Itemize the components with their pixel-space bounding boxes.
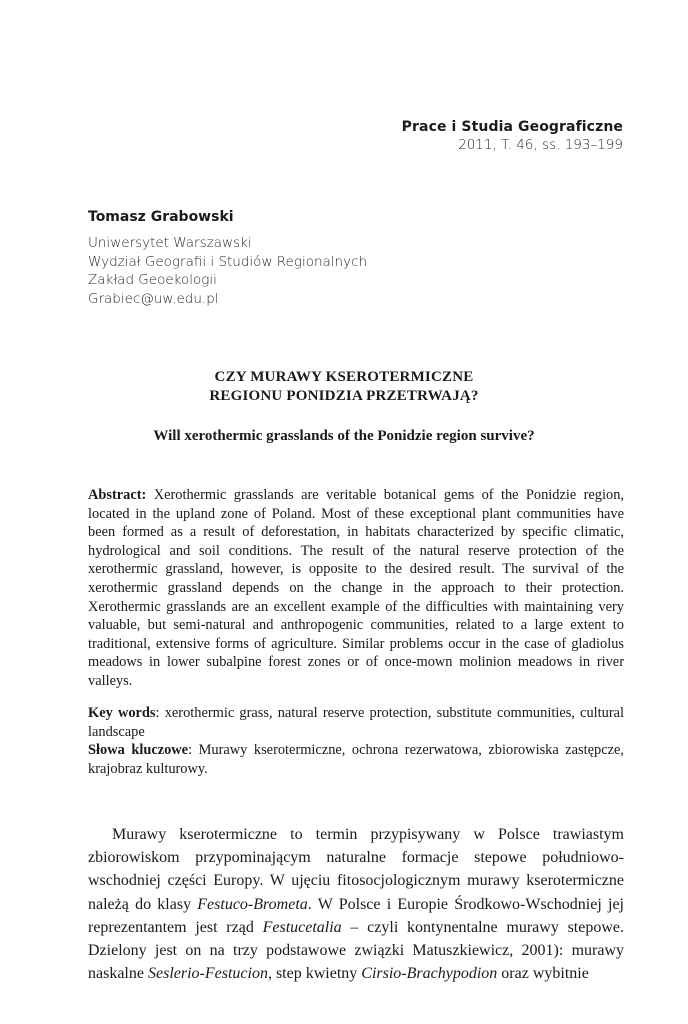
abstract-label: Abstract: xyxy=(88,487,147,503)
body-paragraph xyxy=(88,823,624,985)
body-text-1: Murawy kserotermiczne to termin przypisywany w Polsce trawiastym zbiorowiskom przypominającym naturalne formacje stepowe południowo-wschodniej części Europy. W ujęciu fitosocjologicznym murawy kserotermiczne należą do klasy xyxy=(88,826,624,913)
taxon-seslerio-festucion: Seslerio-Festucion xyxy=(147,965,268,983)
journal-name: Prace i Studia Geograficzne xyxy=(401,119,623,135)
journal-header xyxy=(402,118,623,154)
title-polish-line-2: REGIONU PONIDZIA PRZETRWAJĄ? xyxy=(209,387,479,404)
taxon-festucetalia: Festucetalia xyxy=(262,918,342,936)
abstract xyxy=(88,486,624,691)
abstract-text: Xerothermic grasslands are veritable botanical gems of the Ponidzie region, located in the upland zone of Poland. Most of these exceptional plant communities have been formed as a result of deforestation, in habitats characterized by specific climatic, hydrological and soil conditions. The result of the natural reserve protection of the xerothermic grassland, however, is opposite to the desired result. The survival of the xerothermic grassland depends on the change in the approach to their protection. Xerothermic grasslands are an excellent example of the difficulties with maintaining very valuable, but semi-natural and anthropogenic communities, related to a large extent to traditional, extensive forms of agriculture. Similar problems occur in the case of gladiolus meadows in lower subalpine forest zones or of once-mown molinion meadows in river valleys. xyxy=(88,487,624,689)
body-text-3: – czyli kontynentalne murawy stepowe. Dzielony jest on na trzy podstawowe związki Matuszkiewicz, 2001): murawy naskalne xyxy=(88,918,625,983)
affiliation-university: Uniwersytet Warszawski xyxy=(88,235,252,251)
keywords-label: Key words xyxy=(88,705,156,721)
keywords-english xyxy=(88,704,624,741)
title-polish xyxy=(0,368,688,405)
author-block xyxy=(88,208,367,308)
journal-reference: 2011, T. 46, ss. 193–199 xyxy=(458,137,623,153)
slowa-kluczowe-label: Słowa kluczowe xyxy=(88,742,189,759)
body-text-2: . W Polsce i Europie Środkowo-Wschodniej jej reprezentantem jest rząd xyxy=(88,895,624,936)
keywords-polish xyxy=(88,741,624,778)
keywords-text: : xerothermic grass, natural reserve protection, substitute communities, cultural landscape xyxy=(88,705,625,740)
body-text-4: , step kwietny xyxy=(267,965,362,983)
body-text-5: oraz wybitnie xyxy=(497,965,589,983)
taxon-cirsio-brachypodion: Cirsio-Brachypodion xyxy=(361,965,498,983)
keywords-section xyxy=(88,704,624,778)
author-email: Grabiec@uw.edu.pl xyxy=(88,290,219,307)
author-name: Tomasz Grabowski xyxy=(88,209,234,225)
slowa-kluczowe-text: : Murawy kserotermiczne, ochrona rezerwatowa, zbiorowiska zastępcze, krajobraz kulturowy. xyxy=(88,742,624,777)
title-polish-line-1: CZY MURAWY KSEROTERMICZNE xyxy=(214,369,474,385)
affiliation-department: Zakład Geoekologii xyxy=(88,272,217,288)
taxon-festuco-brometa: Festuco-Brometa xyxy=(197,895,308,913)
title-english: Will xerothermic grasslands of the Ponidzie region survive? xyxy=(153,428,535,444)
affiliation-faculty: Wydział Geografii i Studiów Regionalnych xyxy=(88,253,368,270)
